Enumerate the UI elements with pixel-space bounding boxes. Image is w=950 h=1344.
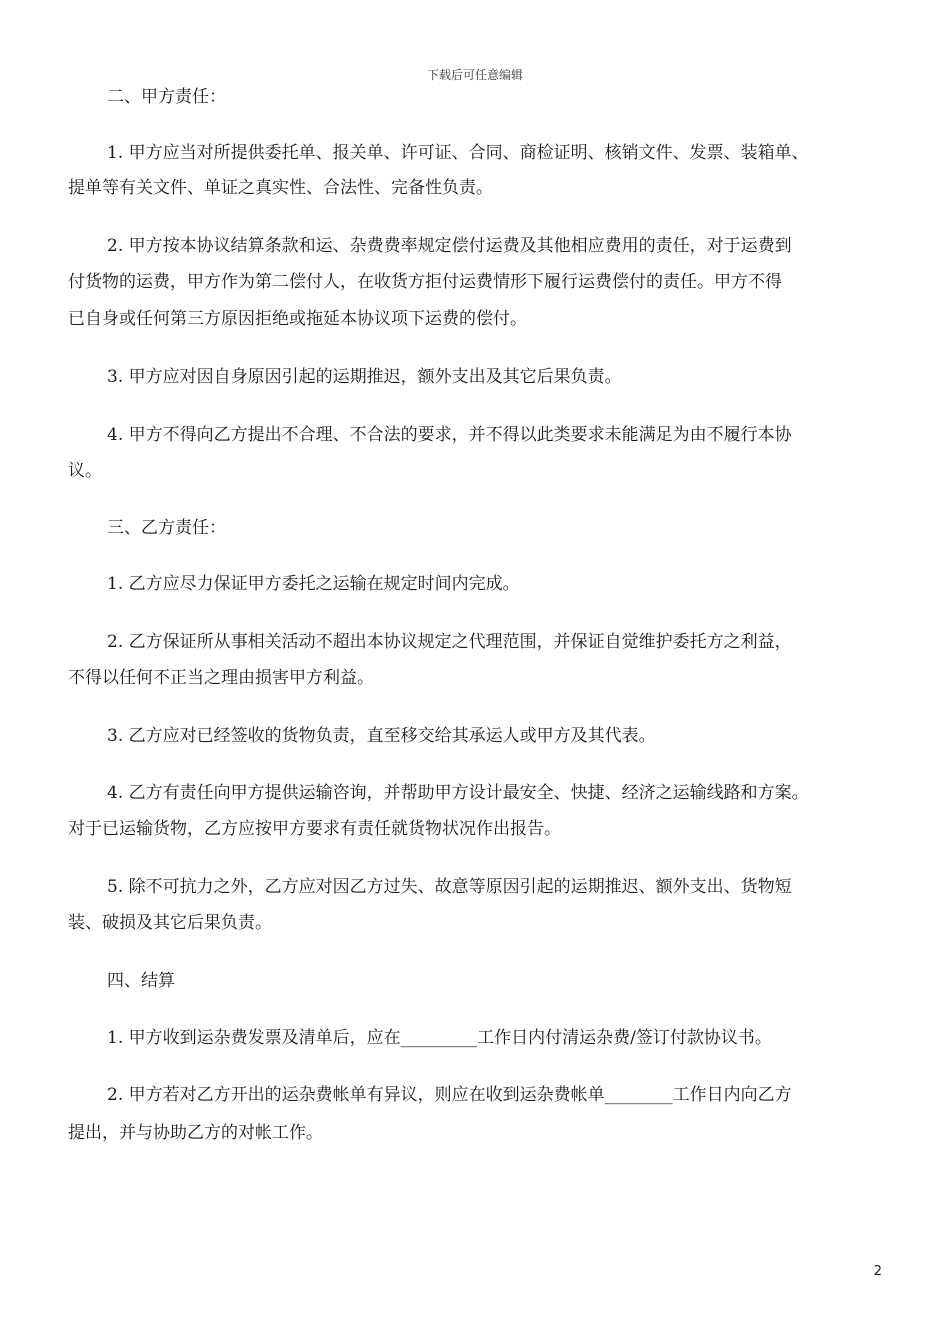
section-heading-settlement: 四、结算 xyxy=(107,971,175,991)
page-number: 2 xyxy=(873,1264,882,1279)
paragraph-line: 3. 乙方应对已经签收的货物负责，直至移交给其承运人或甲方及其代表。 xyxy=(107,726,656,746)
paragraph-line: 2. 甲方若对乙方开出的运杂费帐单有异议，则应在收到运杂费帐单________工作日内向乙方 xyxy=(107,1085,792,1105)
paragraph-line: 装、破损及其它后果负责。 xyxy=(68,913,272,933)
paragraph-line: 提出，并与协助乙方的对帐工作。 xyxy=(68,1123,323,1143)
paragraph-line: 付货物的运费，甲方作为第二偿付人，在收货方拒付运费情形下履行运费偿付的责任。甲方不得 xyxy=(68,272,782,292)
paragraph-line: 提单等有关文件、单证之真实性、合法性、完备性负责。 xyxy=(68,178,493,198)
paragraph-line: 不得以任何不正当之理由损害甲方利益。 xyxy=(68,668,374,688)
paragraph-line: 3. 甲方应对因自身原因引起的运期推迟，额外支出及其它后果负责。 xyxy=(107,367,622,387)
paragraph-line: 2. 乙方保证所从事相关活动不超出本协议规定之代理范围，并保证自觉维护委托方之利益， xyxy=(107,632,792,652)
paragraph-line: 议。 xyxy=(68,461,102,481)
paragraph-line: 1. 甲方应当对所提供委托单、报关单、许可证、合同、商检证明、核销文件、发票、装箱单、 xyxy=(107,143,809,163)
paragraph-line: 对于已运输货物，乙方应按甲方要求有责任就货物状况作出报告。 xyxy=(68,819,561,839)
paragraph-line: 5. 除不可抗力之外，乙方应对因乙方过失、故意等原因引起的运期推迟、额外支出、货物短 xyxy=(107,877,792,897)
paragraph-line: 1. 乙方应尽力保证甲方委托之运输在规定时间内完成。 xyxy=(107,574,520,594)
paragraph-line: 4. 甲方不得向乙方提出不合理、不合法的要求，并不得以此类要求未能满足为由不履行本协 xyxy=(107,425,792,445)
paragraph-line: 2. 甲方按本协议结算条款和运、杂费费率规定偿付运费及其他相应费用的责任，对于运费到 xyxy=(107,236,792,256)
paragraph-line: 4. 乙方有责任向甲方提供运输咨询，并帮助甲方设计最安全、快捷、经济之运输线路和方案。 xyxy=(107,783,809,803)
section-heading-party-b: 三、乙方责任： xyxy=(107,518,226,538)
paragraph-line: 1. 甲方收到运杂费发票及清单后，应在_________工作日内付清运杂费/签订付款协议书。 xyxy=(107,1028,772,1048)
page-header: 下载后可任意编辑 xyxy=(426,68,523,82)
section-heading-party-a: 二、甲方责任： xyxy=(107,87,226,107)
paragraph-line: 已自身或任何第三方原因拒绝或拖延本协议项下运费的偿付。 xyxy=(68,309,527,329)
